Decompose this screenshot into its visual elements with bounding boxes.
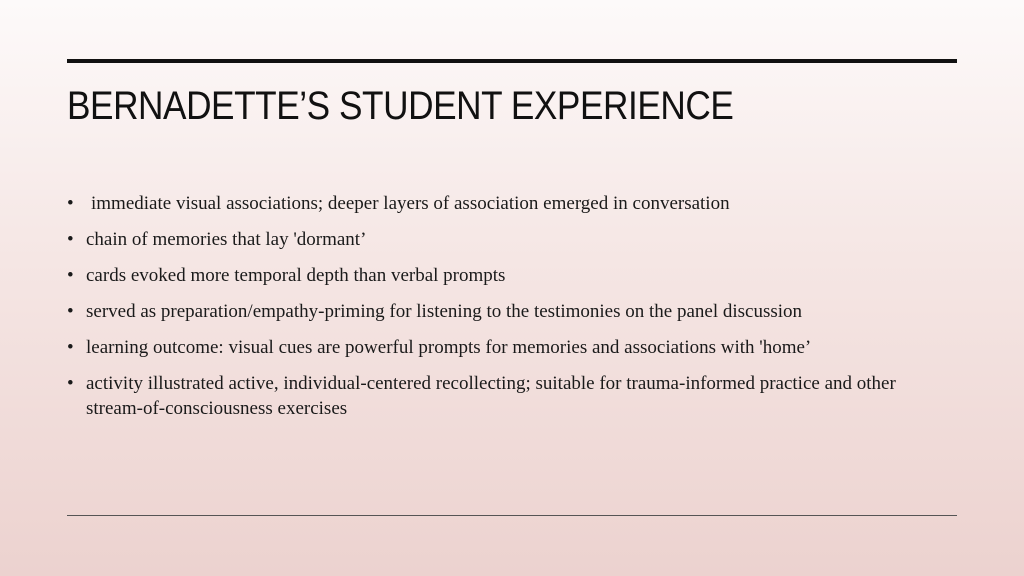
- bullet-dot-icon: •: [67, 229, 74, 250]
- bullet-item: [67, 227, 957, 252]
- bullet-dot-icon: •: [67, 265, 74, 286]
- bullet-list: [67, 191, 957, 432]
- bullet-item: [67, 299, 957, 324]
- bullet-text: immediate visual associations; deeper layers of association emerged in conversation: [91, 193, 730, 214]
- bullet-text: cards evoked more temporal depth than verbal prompts: [86, 265, 506, 286]
- bullet-dot-icon: •: [67, 193, 74, 214]
- bullet-dot-icon: •: [67, 337, 74, 358]
- bullet-text: activity illustrated active, individual-centered recollecting; suitable for trauma-informed practice and other stream-of-consciousness exercises: [86, 373, 896, 419]
- bullet-item: [67, 371, 957, 421]
- bullet-dot-icon: •: [67, 373, 74, 394]
- title-top-rule: [67, 59, 957, 63]
- bullet-text: served as preparation/empathy-priming for listening to the testimonies on the panel discussion: [86, 301, 803, 322]
- bullet-dot-icon: •: [67, 301, 74, 322]
- bullet-item: [67, 263, 957, 288]
- bullet-text: chain of memories that lay 'dormant’: [86, 229, 367, 250]
- bullet-item: [67, 335, 957, 360]
- slide-title: BERNADETTE’S STUDENT EXPERIENCE: [67, 84, 734, 128]
- bullet-item: [67, 191, 957, 216]
- bullet-text: learning outcome: visual cues are powerful prompts for memories and associations with 'home’: [86, 337, 812, 358]
- footer-rule: [67, 515, 957, 516]
